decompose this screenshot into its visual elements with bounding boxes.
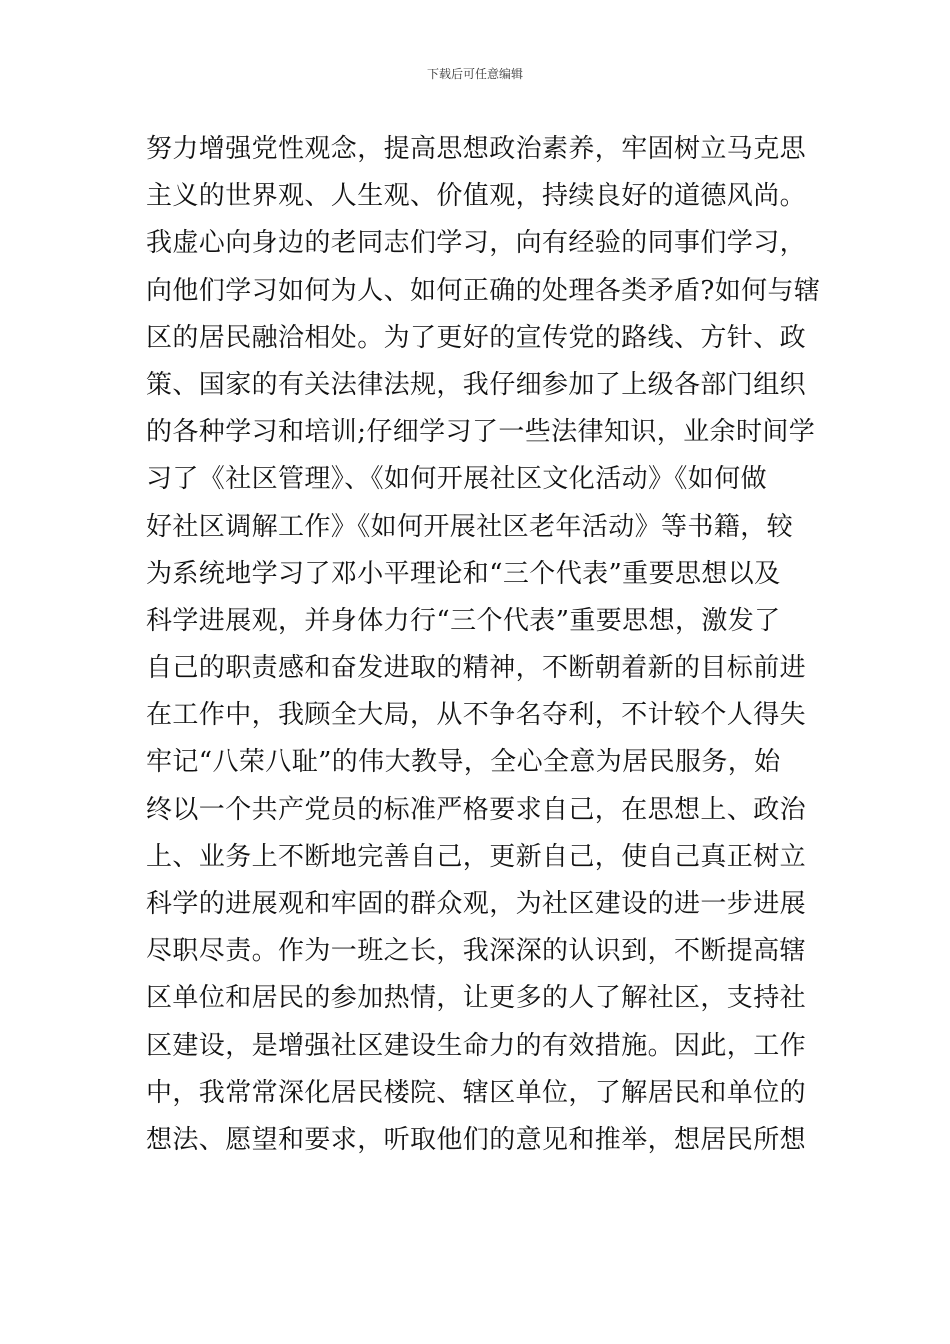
text-line: 努力增强党性观念，提高思想政治素养，牢固树立马克思 [146,134,807,164]
text-line: 习了《社区管理》、《如何开展社区文化活动》《如何做 [146,464,768,495]
text-line: 好社区调解工作》《如何开展社区老年活动》等书籍，较 [146,511,794,542]
text-line: 的各种学习和培训;仔细学习了一些法律知识，业余时间学 [146,417,816,448]
text-line: 想法、愿望和要求，听取他们的意见和推举，想居民所想 [146,1124,807,1155]
body-text [146,126,821,1164]
text-line: 为系统地学习了邓小平理论和“三个代表”重要思想以及 [146,558,781,589]
text-line: 中，我常常深化居民楼院、辖区单位，了解居民和单位的 [146,1077,807,1108]
text-line: 区建设，是增强社区建设生命力的有效措施。因此，工作 [146,1030,807,1061]
text-line: 策、国家的有关法律法规，我仔细参加了上级各部门组织 [146,369,807,400]
text-line: 尽职尽责。作为一班之长，我深深的认识到，不断提高辖 [146,936,807,967]
text-line: 科学的进展观和牢固的群众观，为社区建设的进一步进展 [146,889,807,919]
text-line: 区的居民融洽相处。为了更好的宣传党的路线、方针、政 [146,322,807,353]
text-line: 牢记“八荣八耻”的伟大教导，全心全意为居民服务，始 [146,747,781,778]
text-line: 上、业务上不断地完善自己，更新自己，使自己真正树立 [146,841,807,872]
text-line: 向他们学习如何为人、如何正确的处理各类矛盾?如何与辖 [146,275,821,306]
text-line: 在工作中，我顾全大局，从不争名夺利，不计较个人得失 [146,700,807,731]
text-line: 主义的世界观、人生观、价值观，持续良好的道德风尚。 [146,181,807,212]
text-line: 终以一个共产党员的标准严格要求自己，在思想上、政治 [146,794,807,825]
text-line: 科学进展观，并身体力行“三个代表”重要思想，激发了 [146,605,781,636]
text-line: 自己的职责感和奋发进取的精神，不断朝着新的目标前进 [146,653,807,684]
text-line: 区单位和居民的参加热情，让更多的人了解社区，支持社 [146,983,807,1014]
text-line: 我虚心向身边的老同志们学习，向有经验的同事们学习， [146,228,807,259]
page-header: 下载后可任意编辑 [426,67,523,81]
